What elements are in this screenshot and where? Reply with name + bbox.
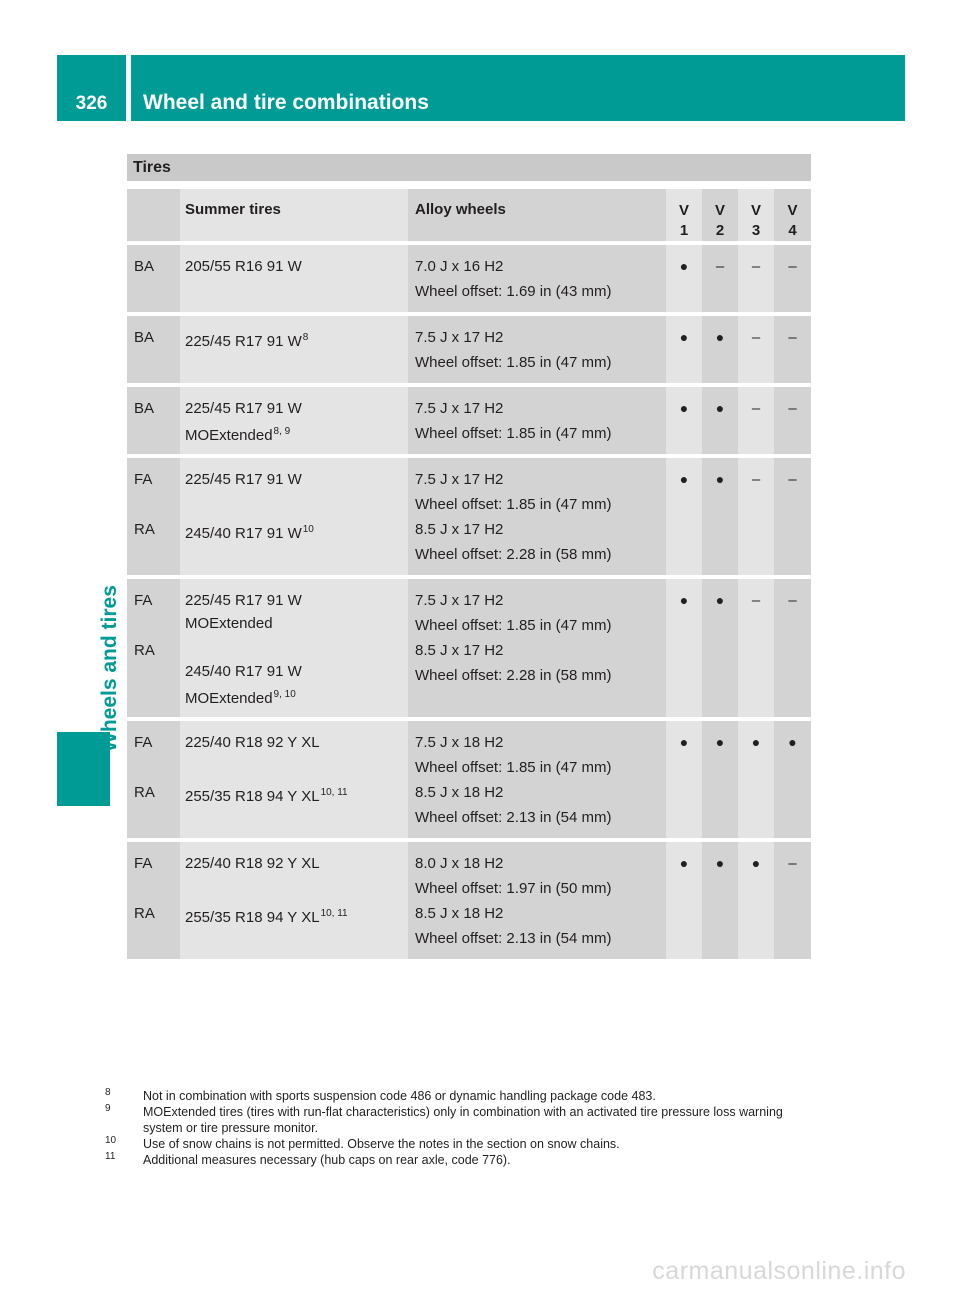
tire-size: 225/45 R17 91 $W^8$ (185, 332, 309, 350)
wheel-spec: 7.5 J x 17 H2 (415, 592, 504, 609)
available-bullet-icon: ● (679, 855, 689, 871)
alloy-wheel-cell (408, 579, 666, 721)
side-tab-label: Wheels and tires (98, 585, 121, 752)
available-bullet-icon: ● (679, 471, 689, 487)
wheel-spec: Wheel offset: 1.85 in (47 mm) (415, 617, 612, 634)
variant-3-cell (738, 245, 774, 316)
footnote-number: 11 (105, 1151, 116, 1162)
wheel-spec: Wheel offset: 2.28 in (58 mm) (415, 546, 612, 563)
wheel-spec: 8.5 J x 17 H2 (415, 521, 504, 538)
variant-2-cell (702, 842, 738, 963)
tire-size-cell (180, 387, 408, 458)
section-title: Tires (127, 154, 811, 181)
axle-code: BA (134, 258, 155, 275)
watermark: carmanualsonline.info (652, 1257, 906, 1285)
variant-2-cell (702, 458, 738, 579)
tire-size: 205/55 R16 91 W (185, 258, 302, 275)
tire-size: 245/40 R17 91 W (185, 663, 302, 680)
variant-1-cell (666, 458, 702, 579)
variant-1-cell (666, 387, 702, 458)
tires-table (127, 189, 811, 963)
wheel-spec: Wheel offset: 1.85 in (47 mm) (415, 425, 612, 442)
footnote-text: Use of snow chains is not permitted. Observe the notes in the section on snow chains. (143, 1137, 620, 1151)
wheel-spec: Wheel offset: 2.13 in (54 mm) (415, 930, 612, 947)
table-row (127, 245, 811, 316)
footnote (103, 1152, 813, 1168)
not-available-dash: – (788, 329, 797, 346)
footnote-text: MOExtended tires (tires with run-flat characteristics) only in combination with an activated tire pressure loss warning system or tire pressure monitor. (143, 1105, 783, 1135)
axle-code-cell (127, 721, 180, 842)
not-available-dash: – (788, 400, 797, 417)
axle-code: RA (134, 521, 155, 538)
tire-size: MOExtended$^{9, 10}$ (185, 689, 296, 707)
tire-size-cell (180, 245, 408, 316)
available-bullet-icon: ● (679, 400, 689, 416)
page-title: Wheel and tire combinations (143, 91, 429, 114)
variant-4-cell (774, 458, 811, 579)
available-bullet-icon: ● (679, 329, 689, 345)
variant-3-cell (738, 458, 774, 579)
header-divider (126, 55, 131, 121)
wheel-spec: 8.0 J x 18 H2 (415, 855, 504, 872)
wheel-spec: Wheel offset: 1.85 in (47 mm) (415, 354, 612, 371)
header-code (127, 189, 180, 245)
alloy-wheel-cell (408, 245, 666, 316)
alloy-wheel-cell (408, 842, 666, 963)
tire-size: 225/40 R18 92 Y XL (185, 855, 320, 872)
tire-size-cell (180, 842, 408, 963)
variant-1-cell (666, 579, 702, 721)
axle-code: BA (134, 400, 155, 417)
table-body (127, 245, 811, 963)
available-bullet-icon: ● (679, 592, 689, 608)
wheel-spec: Wheel offset: 2.28 in (58 mm) (415, 667, 612, 684)
not-available-dash: – (751, 258, 761, 275)
tire-size: 245/40 R17 91 $W^{10}$ (185, 524, 314, 542)
wheel-spec: 8.5 J x 18 H2 (415, 905, 504, 922)
variant-3-cell (738, 721, 774, 842)
wheel-spec: Wheel offset: 2.13 in (54 mm) (415, 809, 612, 826)
wheel-spec: 7.0 J x 16 H2 (415, 258, 504, 275)
axle-code: FA (134, 471, 153, 488)
variant-2-cell (702, 316, 738, 387)
axle-code-cell (127, 579, 180, 721)
footnote (103, 1104, 813, 1136)
axle-code: FA (134, 855, 153, 872)
tire-size: 225/45 R17 91 W (185, 471, 302, 488)
variant-2-cell (702, 721, 738, 842)
not-available-dash: – (788, 855, 797, 872)
header-v2: V 2 (702, 189, 738, 245)
footnote-text: Not in combination with sports suspension code 486 or dynamic handling package code 483. (143, 1089, 656, 1103)
axle-code: RA (134, 642, 155, 659)
table-row (127, 458, 811, 579)
wheel-spec: 7.5 J x 17 H2 (415, 471, 504, 488)
tire-size: 255/35 R18 94 Y XL$^{10, 11}$ (185, 787, 348, 805)
table-row (127, 842, 811, 963)
not-available-dash: – (751, 400, 761, 417)
page-number: 326 (75, 93, 108, 114)
footnote-ref: 10 (302, 524, 314, 535)
footnote-ref: 10, 11 (320, 787, 348, 798)
tire-size: 225/45 R17 91 W (185, 592, 302, 609)
available-bullet-icon: ● (715, 734, 725, 750)
footnote-ref: 8, 9 (273, 426, 291, 437)
available-bullet-icon: ● (715, 592, 725, 608)
variant-2-cell (702, 579, 738, 721)
available-bullet-icon: ● (715, 471, 725, 487)
variant-4-cell (774, 387, 811, 458)
axle-code-cell (127, 245, 180, 316)
tire-size: MOExtended (185, 615, 273, 632)
variant-3-cell (738, 316, 774, 387)
header-v3: V 3 (738, 189, 774, 245)
available-bullet-icon: ● (715, 329, 725, 345)
not-available-dash: – (751, 471, 761, 488)
wheel-spec: Wheel offset: 1.85 in (47 mm) (415, 759, 612, 776)
footnote (103, 1088, 813, 1104)
not-available-dash: – (788, 471, 797, 488)
table-row (127, 387, 811, 458)
not-available-dash: – (715, 258, 725, 275)
variant-3-cell (738, 387, 774, 458)
variant-4-cell (774, 721, 811, 842)
footnote (103, 1136, 813, 1152)
footnote-text: Additional measures necessary (hub caps on rear axle, code 776). (143, 1153, 511, 1167)
alloy-wheel-cell (408, 316, 666, 387)
axle-code: FA (134, 734, 153, 751)
available-bullet-icon: ● (715, 855, 725, 871)
variant-4-cell (774, 842, 811, 963)
tire-size-cell (180, 316, 408, 387)
axle-code: RA (134, 905, 155, 922)
variant-3-cell (738, 842, 774, 963)
available-bullet-icon: ● (679, 258, 689, 274)
footnotes (103, 1088, 813, 1168)
not-available-dash: – (788, 592, 797, 609)
alloy-wheel-cell (408, 387, 666, 458)
footnote-ref: 10, 11 (320, 908, 348, 919)
table-row (127, 721, 811, 842)
wheel-spec: 7.5 J x 17 H2 (415, 400, 504, 417)
variant-1-cell (666, 316, 702, 387)
table-row (127, 579, 811, 721)
alloy-wheel-cell (408, 721, 666, 842)
tire-size-cell (180, 458, 408, 579)
header-v1: V 1 (666, 189, 702, 245)
page-header (57, 55, 905, 121)
wheel-spec: 8.5 J x 17 H2 (415, 642, 504, 659)
footnote-number: 10 (105, 1135, 117, 1146)
axle-code: RA (134, 784, 155, 801)
footnote-ref: 9, 10 (273, 689, 296, 700)
available-bullet-icon: ● (679, 734, 689, 750)
footnote-number: 9 (105, 1103, 111, 1114)
wheel-spec: 7.5 J x 18 H2 (415, 734, 504, 751)
tire-size-cell (180, 579, 408, 721)
not-available-dash: – (788, 258, 797, 275)
variant-1-cell (666, 245, 702, 316)
tire-size: MOExtended$^{8, 9}$ (185, 426, 291, 444)
axle-code-cell (127, 842, 180, 963)
header-summer-tires: Summer tires (180, 189, 408, 245)
available-bullet-icon: ● (751, 734, 761, 750)
variant-2-cell (702, 387, 738, 458)
header-v4: V 4 (774, 189, 811, 245)
variant-3-cell (738, 579, 774, 721)
not-available-dash: – (751, 329, 761, 346)
tire-size-cell (180, 721, 408, 842)
variant-4-cell (774, 245, 811, 316)
axle-code: FA (134, 592, 153, 609)
available-bullet-icon: ● (751, 855, 761, 871)
header-alloy-wheels: Alloy wheels (408, 189, 666, 245)
wheel-spec: Wheel offset: 1.85 in (47 mm) (415, 496, 612, 513)
not-available-dash: – (751, 592, 761, 609)
tire-size: 225/40 R18 92 Y XL (185, 734, 320, 751)
table-header-row (127, 189, 811, 245)
axle-code-cell (127, 316, 180, 387)
available-bullet-icon: ● (715, 400, 725, 416)
wheel-spec: 7.5 J x 17 H2 (415, 329, 504, 346)
variant-1-cell (666, 721, 702, 842)
footnote-number: 8 (105, 1087, 111, 1098)
alloy-wheel-cell (408, 458, 666, 579)
tire-size: 225/45 R17 91 W (185, 400, 302, 417)
variant-4-cell (774, 579, 811, 721)
variant-2-cell (702, 245, 738, 316)
tire-size: 255/35 R18 94 Y XL$^{10, 11}$ (185, 908, 348, 926)
axle-code-cell (127, 458, 180, 579)
variant-1-cell (666, 842, 702, 963)
wheel-spec: 8.5 J x 18 H2 (415, 784, 504, 801)
available-bullet-icon: ● (788, 734, 797, 750)
table-row (127, 316, 811, 387)
axle-code-cell (127, 387, 180, 458)
wheel-spec: Wheel offset: 1.97 in (50 mm) (415, 880, 612, 897)
footnote-ref: 8 (302, 332, 309, 343)
wheel-spec: Wheel offset: 1.69 in (43 mm) (415, 283, 612, 300)
axle-code: BA (134, 329, 155, 346)
variant-4-cell (774, 316, 811, 387)
